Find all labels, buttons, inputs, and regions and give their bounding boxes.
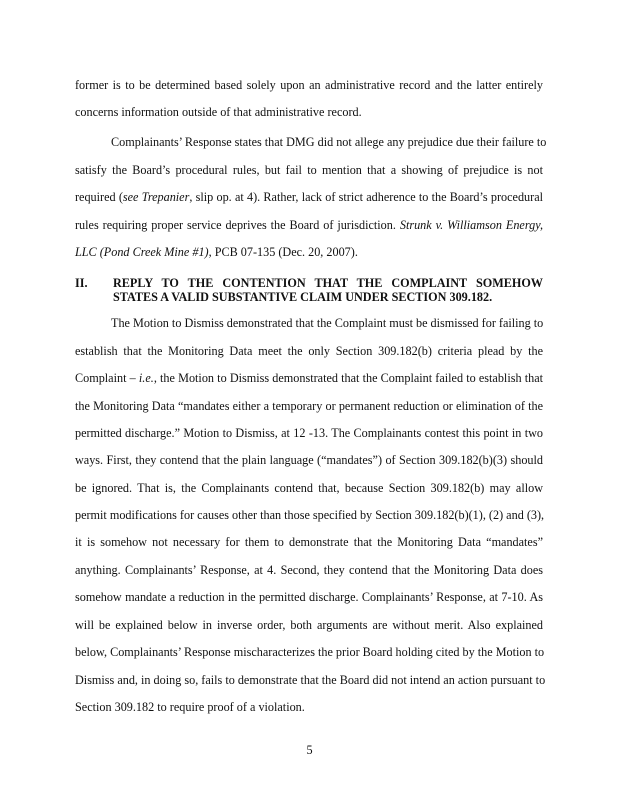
paragraph-2-line-5 [75, 245, 543, 259]
paragraph-3-line-10: anything. Complainants’ Response, at 4. Second, they contend that the Monitoring Data does [75, 563, 543, 577]
paragraph-3-line-11: somehow mandate a reduction in the permitted discharge. Complainants’ Response, at 7-10. As [75, 590, 543, 604]
paragraph-1-line-1: former is to be determined based solely upon an administrative record and the latter entirely [75, 78, 543, 92]
paragraph-2-line-3-text-b: , slip op. at 4). Rather, lack of strict adherence to the Board’s procedural [189, 190, 543, 204]
paragraph-3-line-3-text-b: , the Motion to Dismiss demonstrated that the Complaint failed to establish that [153, 371, 543, 385]
paragraph-3-line-7: be ignored. That is, the Complainants contend that, because Section 309.182(b) may allow [75, 481, 543, 495]
case-cite-pond-creek: LLC (Pond Creek Mine #1) [75, 245, 209, 259]
paragraph-3-line-2: establish that the Monitoring Data meet the only Section 309.182(b) criteria plead by the [75, 344, 543, 358]
paragraph-2-line-2: satisfy the Board’s procedural rules, but fail to mention that a showing of prejudice is not [75, 163, 543, 177]
paragraph-3-line-9: it is somehow not necessary for them to demonstrate that the Monitoring Data “mandates” [75, 535, 543, 549]
paragraph-2-line-3 [75, 190, 543, 204]
paragraph-3-line-3-text-a: Complaint – [75, 371, 139, 385]
paragraph-3-line-3 [75, 371, 543, 385]
paragraph-3-line-14: Dismiss and, in doing so, fails to demonstrate that the Board did not intend an action pursuant to [75, 673, 546, 687]
section-heading-line-1: REPLY TO THE CONTENTION THAT THE COMPLAINT SOMEHOW [113, 276, 543, 290]
paragraph-3-line-6: ways. First, they contend that the plain language (“mandates”) of Section 309.182(b)(3) should [75, 453, 543, 467]
ie-abbrev: i.e. [138, 371, 154, 385]
paragraph-3-line-4: the Monitoring Data “mandates either a temporary or permanent reduction or elimination of the [75, 399, 543, 413]
paragraph-2-line-3-text-a: required ( [75, 190, 123, 204]
paragraph-3-line-5: permitted discharge.” Motion to Dismiss, at 12 -13. The Complainants contest this point in two [75, 426, 543, 440]
paragraph-1-line-2: concerns information outside of that administrative record. [75, 105, 362, 119]
case-cite-trepanier: see Trepanier [122, 190, 190, 204]
section-number: II. [75, 276, 88, 290]
case-cite-strunk: Strunk v. Williamson Energy, [399, 218, 544, 232]
paragraph-3-line-15: Section 309.182 to require proof of a violation. [75, 700, 305, 714]
paragraph-3-line-13: below, Complainants’ Response mischaracterizes the prior Board holding cited by the Motion to [75, 645, 545, 659]
paragraph-2-line-5-text-b: , PCB 07-135 (Dec. 20, 2007). [208, 245, 358, 259]
paragraph-2-line-4 [75, 218, 543, 232]
section-heading-line-2: STATES A VALID SUBSTANTIVE CLAIM UNDER SECTION 309.182. [113, 290, 493, 304]
paragraph-3-line-1: The Motion to Dismiss demonstrated that the Complaint must be dismissed for failing to [111, 316, 544, 330]
paragraph-3-line-12: will be explained below in inverse order, both arguments are without merit. Also explained [75, 618, 543, 632]
paragraph-2-line-4-text-a: rules requiring proper service deprives the Board of jurisdiction. [75, 218, 400, 232]
paragraph-2-line-1: Complainants’ Response states that DMG did not allege any prejudice due their failure to [111, 135, 547, 149]
page-number: 5 [306, 743, 313, 757]
paragraph-3-line-8: permit modifications for causes other than those specified by Section 309.182(b)(1), (2) and (3), [75, 508, 545, 522]
